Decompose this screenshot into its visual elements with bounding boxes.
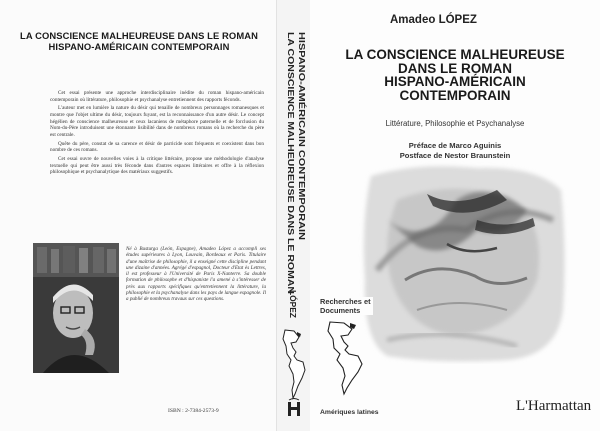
front-title-line-1: LA CONSCIENCE MALHEUREUSE bbox=[345, 47, 565, 62]
preface-credit: Préface de Marco Aguinis bbox=[408, 141, 502, 150]
front-title-line-4: CONTEMPORAIN bbox=[399, 87, 511, 103]
spine-title-line-1: LA CONSCIENCE MALHEUREUSE DANS LE ROMAN bbox=[286, 32, 296, 247]
blurb-paragraph-2: L'auteur met en lumière la nature du désir qui tenaille de nombreux personnages romanesques et montre que l'objet ultime du désir, toujours fuyant, est la reconnaissance d'un autre désir. Le concept hégélien de conscience malheureuse et ceux lacaniens de métaphore paternelle et de forclusion du Nom-du-Père introduisent une étonnante lisibilité dans de nombreux romans où la recherche du père est centrale. bbox=[50, 105, 264, 138]
back-title-line-2: HISPANO-AMÉRICAIN CONTEMPORAIN bbox=[48, 41, 230, 52]
series-label bbox=[320, 297, 373, 315]
back-title-line-1: LA CONSCIENCE MALHEUREUSE DANS LE ROMAN bbox=[20, 30, 258, 41]
back-cover-blurb bbox=[50, 90, 264, 178]
collection-name: Amériques latines bbox=[320, 409, 379, 416]
spine-americas-map-icon bbox=[281, 328, 307, 400]
series-line-1: Recherches et bbox=[320, 297, 371, 306]
publisher-logo: L'Harmattan bbox=[516, 398, 592, 414]
spine-publisher-logo-icon bbox=[285, 398, 303, 418]
spine-title bbox=[279, 28, 307, 308]
front-title bbox=[325, 48, 585, 102]
spine-title-line-2: HISPANO-AMÉRICAIN CONTEMPORAIN bbox=[297, 32, 307, 196]
front-title-line-3: HISPANO-AMÉRICAIN bbox=[384, 74, 526, 90]
back-cover-title bbox=[8, 30, 270, 52]
blurb-paragraph-4: Cet essai ouvre de nouvelles voies à la critique littéraire, propose une méthodologie d'analyse textuelle qui peut être aussi très féconde dans d'autres espaces littéraires et offre à la réflexion philosophique et psychanalytique des matériaux suggestifs. bbox=[50, 155, 264, 176]
spine-author-name: LÓPEZ bbox=[288, 290, 298, 318]
front-author: Amadeo LÓPEZ bbox=[390, 14, 477, 26]
author-photo bbox=[33, 243, 119, 373]
postface-credit: Postface de Nestor Braunstein bbox=[399, 150, 511, 160]
front-preface-credits bbox=[325, 141, 585, 160]
front-title-line-2: DANS LE ROMAN bbox=[398, 60, 512, 76]
series-line-2: Documents bbox=[320, 306, 361, 315]
blurb-paragraph-1: Cet essai présente une approche interdisciplinaire inédite du roman hispano-américain contemporain où littérature, philosophie et psychanalyse entretiennent des rapports féconds. bbox=[50, 90, 264, 103]
front-subtitle: Littérature, Philosophie et Psychanalyse bbox=[385, 119, 525, 128]
author-biography: Né à Busturga (León, Espagne), Amadeo López a accompli ses études supérieures à Lyon, Louvain, Bordeaux et Paris. Titulaire d'une maîtrise de philosophie, il a enseigné cette discipline pendant une dizaine d'années. Agrégé d'espagnol, Docteur d'Etat ès Lettres, il est professeur à l'Université de Paris X-Nanterre. Sa double formation de philosophe et d'hispaniste l'a amené à s'intéresser de près aux rapports spécifiques qu'entretiennent la littérature, la philosophie et la psychanalyse dans les pays de langue espagnole. Il a publié de nombreux travaux sur ces questions. bbox=[126, 246, 266, 303]
isbn: ISBN : 2-7384-2573-9 bbox=[168, 408, 219, 414]
cover-artwork bbox=[357, 160, 569, 364]
americas-map-icon bbox=[326, 320, 366, 396]
blurb-paragraph-3: Quête du père, constat de sa carence et désir de parricide sont fréquents et coexistent dans bon nombre de ces romans. bbox=[50, 140, 264, 154]
